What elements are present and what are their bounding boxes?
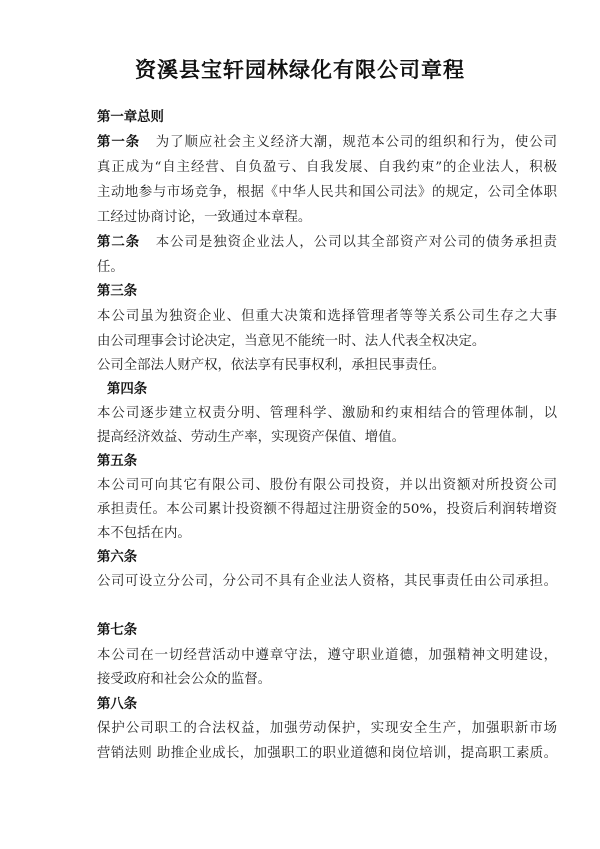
- article-2-line-2: 任。: [97, 260, 124, 275]
- article-7-line-2: 接受政府和社会公众的监督。: [97, 672, 272, 687]
- article-3-label: 第三条: [97, 284, 138, 299]
- article-7-label: 第七条: [97, 623, 138, 638]
- article-4-line-1: 本公司逐步建立权责分明、管理科学、激励和约束相结合的管理体制，以: [97, 406, 557, 421]
- article-2-label: 第二条: [97, 235, 141, 250]
- article-6-line-1: 公司可设立分公司，分公司不具有企业法人资格，其民事责任由公司承担。: [97, 574, 557, 589]
- article-5-line-1: 本公司可向其它有限公司、股份有限公司投资，并以出资额对所投资公司: [97, 478, 557, 493]
- article-8-line-1: 保护公司职工的合法权益，加强劳动保护，实现安全生产，加强职新市场: [97, 721, 557, 736]
- article-3-line-2: 由公司理事会讨论决定，当意见不能统一时、法人代表全权决定。: [97, 334, 486, 349]
- document-title: 资溪县宝轩园林绿化有限公司章程: [135, 58, 465, 82]
- article-2-line-1: [97, 235, 557, 251]
- article-1-line-1: [97, 135, 557, 151]
- article-1-line-2: 真正成为“自主经营、自负盈亏、自我发展、自我约束”的企业法人，积极: [97, 160, 557, 175]
- article-1-label: 第一条: [97, 135, 141, 150]
- article-3-line-3: 公司全部法人财产权，依法享有民事权利，承担民事责任。: [97, 358, 446, 373]
- article-7-line-1: 本公司在一切经营活动中遵章守法，遵守职业道德，加强精神文明建设，: [97, 648, 557, 663]
- article-5-label: 第五条: [97, 454, 138, 469]
- article-5-line-2: 承担责任。本公司累计投资额不得超过注册资金的50%，投资后利润转增资: [97, 502, 557, 517]
- article-1-text: 为了顺应社会主义经济大潮，规范本公司的组织和行为，使公司: [155, 135, 558, 150]
- article-8-line-2: 营销法则 助推企业成长，加强职工的职业道德和岗位培训，提高职工素质。: [97, 746, 557, 761]
- article-4-line-2: 提高经济效益、劳动生产率，实现资产保值、增值。: [97, 430, 405, 445]
- article-1-line-4: 工经过协商讨论，一致通过本章程。: [97, 210, 312, 225]
- article-2-text: 本公司是独资企业法人，公司以其全部资产对公司的债务承担责: [155, 235, 558, 250]
- article-1-line-3: 主动地参与市场竞争，根据《中华人民共和国公司法》的规定，公司全体职: [97, 185, 557, 200]
- article-4-label: 第四条: [107, 382, 148, 397]
- article-6-label: 第六条: [97, 550, 138, 565]
- article-3-line-1: 本公司虽为独资企业、但重大决策和选择管理者等等关系公司生存之大事: [97, 309, 557, 324]
- article-5-line-3: 本不包括在内。: [97, 526, 191, 541]
- article-8-label: 第八条: [97, 697, 138, 712]
- chapter-heading: 第一章总则: [97, 110, 164, 125]
